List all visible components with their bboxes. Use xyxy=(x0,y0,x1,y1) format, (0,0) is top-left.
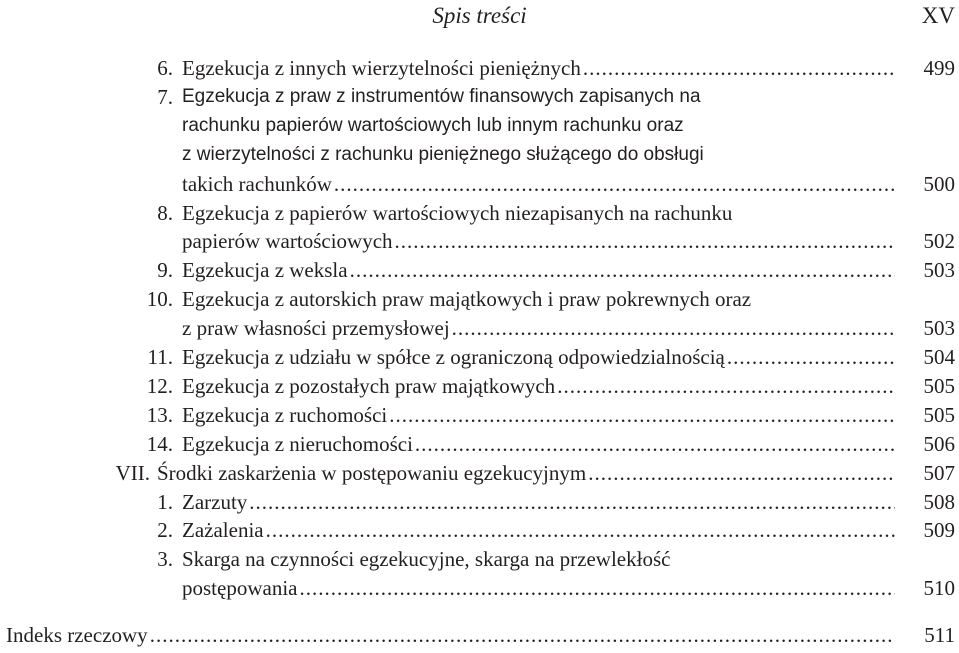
toc-entry-title xyxy=(182,199,895,257)
toc-entry-line: Egzekucja z nieruchomości xyxy=(182,431,413,456)
toc-entry-line: Indeks rzeczowy xyxy=(6,623,148,648)
toc-entry-number: 2. xyxy=(157,518,173,543)
toc-entry-number: 3. xyxy=(157,547,173,572)
dot-leader xyxy=(249,488,895,517)
page-header-title: Spis treści xyxy=(432,3,527,28)
toc-page-number: 503 xyxy=(923,316,955,341)
toc-page-number: 506 xyxy=(923,431,955,456)
dot-leader xyxy=(415,430,895,459)
dot-leader xyxy=(150,621,895,650)
dot-leader xyxy=(583,54,895,83)
toc-page-number: 508 xyxy=(923,489,955,514)
toc-entry-title xyxy=(182,54,895,83)
toc-page-number: 503 xyxy=(923,258,955,283)
toc-page-number: 511 xyxy=(924,623,955,648)
page-number-roman: XV xyxy=(921,3,955,28)
toc-entry-title xyxy=(182,401,895,430)
toc-entry-line: Środki zaskarżenia w postępowaniu egzekucyjnym xyxy=(157,460,587,485)
toc-entry-line: Egzekucja z praw z instrumentów finansowych zapisanych na xyxy=(182,85,701,107)
toc-entry-title xyxy=(182,430,895,459)
toc-page-number: 509 xyxy=(923,518,955,543)
toc-entry-title xyxy=(6,621,895,650)
dot-leader xyxy=(350,256,895,285)
toc-entry-number: 9. xyxy=(157,258,173,283)
toc-entry-line: Zażalenia xyxy=(182,518,264,543)
toc-entry-line: Egzekucja z autorskich praw majątkowych i praw pokrewnych oraz xyxy=(182,287,752,312)
toc-entry-line: Skarga na czynności egzekucyjne, skarga na przewlekłość xyxy=(182,547,671,572)
toc-entry-number: VII. xyxy=(115,460,150,485)
dot-leader xyxy=(395,227,895,256)
toc-entry-title xyxy=(182,545,895,603)
toc-entry-line: Egzekucja z weksla xyxy=(182,258,348,283)
toc-entry-title xyxy=(182,488,895,517)
toc-entry-line: postępowania xyxy=(182,576,298,601)
toc-entry-number: 10. xyxy=(146,287,173,312)
toc-entry-number: 8. xyxy=(157,200,173,225)
toc-page-number: 499 xyxy=(923,56,955,80)
toc-page-number: 502 xyxy=(923,229,955,254)
toc-entry-title xyxy=(157,459,895,488)
toc-entry-line: papierów wartościowych xyxy=(182,229,393,254)
dot-leader xyxy=(266,516,895,545)
toc-page-number: 505 xyxy=(923,402,955,427)
dot-leader xyxy=(299,574,895,603)
dot-leader xyxy=(588,459,895,488)
dot-leader xyxy=(334,170,895,199)
toc-entry-number: 12. xyxy=(146,373,173,398)
dot-leader xyxy=(557,372,895,401)
toc-entry-line: z praw własności przemysłowej xyxy=(182,316,450,341)
toc-page-number: 507 xyxy=(923,460,955,485)
toc-entry-line: Egzekucja z ruchomości xyxy=(182,402,388,427)
toc-entry-line: takich rachunków xyxy=(182,171,332,196)
toc-entry-number: 14. xyxy=(146,431,173,456)
toc-entry-number: 13. xyxy=(146,402,173,427)
toc-entry-title xyxy=(182,516,895,545)
toc-entry-line: Egzekucja z pozostałych praw majątkowych xyxy=(182,373,556,398)
dot-leader xyxy=(389,401,895,430)
toc-entry-line: Zarzuty xyxy=(182,489,248,514)
dot-leader xyxy=(727,343,895,372)
toc-entry-title xyxy=(182,285,895,343)
toc-page-number: 504 xyxy=(923,345,955,369)
toc-entry-number: 1. xyxy=(157,489,173,514)
toc-entry-title xyxy=(182,256,895,285)
toc-entry-title xyxy=(182,83,895,199)
toc-entry-line: Egzekucja z papierów wartościowych niezapisanych na rachunku xyxy=(182,200,733,225)
toc-entry-line: z wierzytelności z rachunku pieniężnego służącego do obsługi xyxy=(182,143,704,165)
toc-entry-line: Egzekucja z innych wierzytelności pieniężnych xyxy=(182,56,581,80)
toc-entry-line: rachunku papierów wartościowych lub innym rachunku oraz xyxy=(182,114,684,136)
toc-entry-number: 6. xyxy=(157,56,173,80)
toc-entry-line: Egzekucja z udziału w spółce z ograniczoną odpowiedzialnością xyxy=(182,345,725,369)
toc-page-number: 505 xyxy=(923,373,955,398)
toc-page-number: 500 xyxy=(923,171,955,196)
toc-entry-title xyxy=(182,372,895,401)
toc-page-number: 510 xyxy=(923,576,955,601)
dot-leader xyxy=(452,314,895,343)
toc-entry-title xyxy=(182,343,895,372)
toc-entry-number: 11. xyxy=(147,345,173,369)
toc-entry-number: 7. xyxy=(157,84,173,109)
